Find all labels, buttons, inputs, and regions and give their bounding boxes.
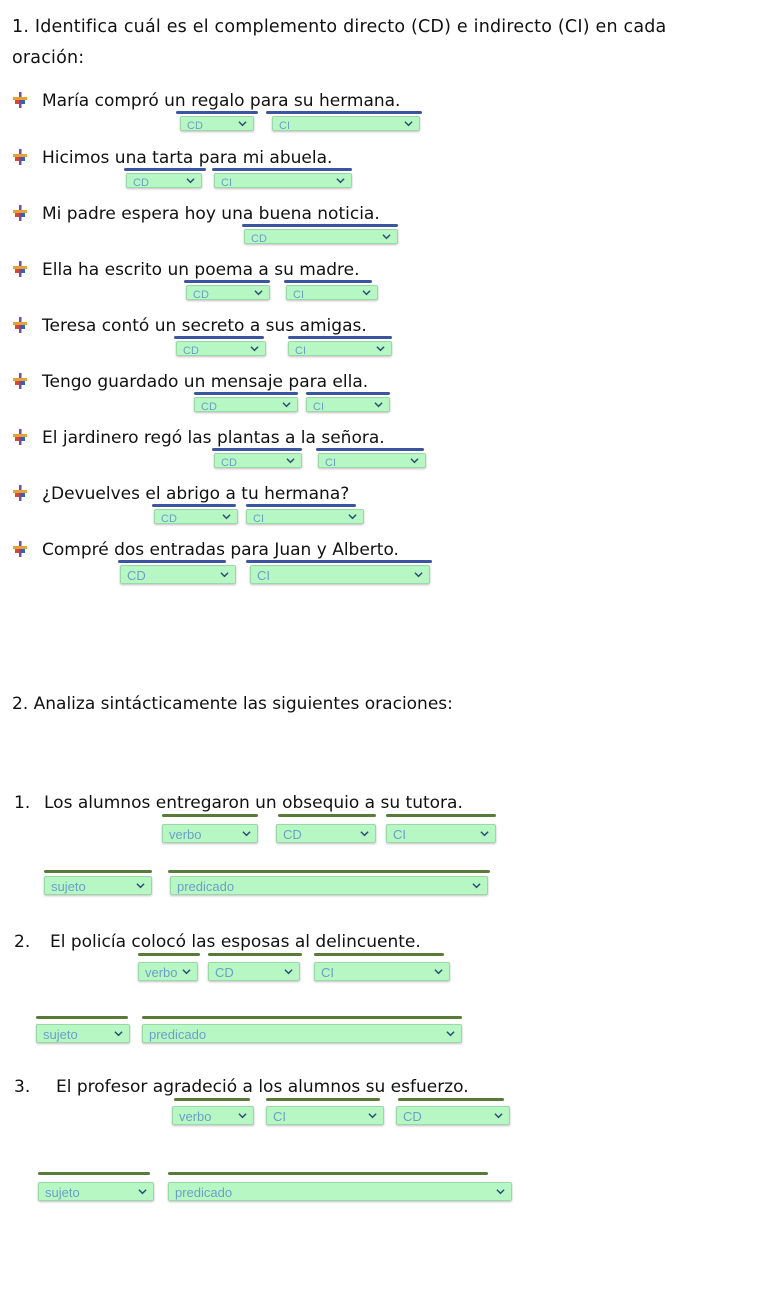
chevron-down-icon bbox=[282, 400, 291, 409]
dropdown-value: CI bbox=[321, 965, 334, 980]
dropdown-value: predicado bbox=[177, 879, 235, 894]
underline-mark bbox=[152, 504, 236, 507]
dropdown-value: CD bbox=[283, 827, 302, 842]
pushpin-bullet-icon bbox=[12, 260, 28, 278]
underline-mark bbox=[386, 814, 496, 817]
chevron-down-icon bbox=[222, 512, 231, 521]
dropdown-value: verbo bbox=[145, 965, 178, 980]
dropdown-value: CI bbox=[221, 177, 232, 188]
answer-dropdown-opt2[interactable] bbox=[306, 397, 390, 412]
exercise-1-title-line2: oración: bbox=[12, 48, 85, 68]
chevron-down-icon bbox=[374, 400, 383, 409]
chevron-down-icon bbox=[238, 1111, 247, 1120]
dropdown-value: CI bbox=[253, 513, 264, 524]
underline-mark bbox=[168, 1172, 488, 1175]
underline-mark bbox=[194, 392, 298, 395]
chevron-down-icon bbox=[336, 176, 345, 185]
underline-mark bbox=[212, 168, 352, 171]
sentence-text: El jardinero regó las plantas a la señora. bbox=[42, 428, 385, 448]
answer-dropdown-opt2[interactable] bbox=[246, 509, 364, 524]
underline-mark bbox=[176, 111, 258, 114]
dropdown-value: CI bbox=[313, 401, 324, 412]
underline-mark bbox=[398, 1098, 504, 1101]
dropdown-value: CI bbox=[325, 457, 336, 468]
dropdown-value: CD bbox=[251, 233, 267, 244]
dropdown-value: CI bbox=[257, 568, 270, 583]
analysis-dropdown-sel1[interactable] bbox=[138, 962, 198, 981]
chevron-down-icon bbox=[242, 829, 251, 838]
chevron-down-icon bbox=[434, 967, 443, 976]
exercise-1-title-line1: 1. Identifica cuál es el complemento directo (CD) e indirecto (CI) en cada bbox=[12, 17, 667, 37]
answer-dropdown-opt2[interactable] bbox=[318, 453, 426, 468]
underline-mark bbox=[124, 168, 206, 171]
answer-dropdown-opt1[interactable] bbox=[194, 397, 298, 412]
analysis-dropdown-sel2[interactable] bbox=[276, 824, 376, 843]
answer-dropdown-opt2[interactable] bbox=[250, 565, 430, 584]
chevron-down-icon bbox=[250, 344, 259, 353]
dropdown-value: CD bbox=[187, 120, 203, 131]
chevron-down-icon bbox=[286, 456, 295, 465]
chevron-down-icon bbox=[368, 1111, 377, 1120]
dropdown-value: CI bbox=[273, 1109, 286, 1124]
answer-dropdown-opt2[interactable] bbox=[288, 341, 392, 356]
dropdown-value: CD bbox=[127, 568, 146, 583]
analysis-dropdown-predicate[interactable] bbox=[170, 876, 488, 895]
exercise-2-title: 2. Analiza sintácticamente las siguientes oraciones: bbox=[12, 694, 453, 714]
sentence-text: Tengo guardado un mensaje para ella. bbox=[42, 372, 369, 392]
underline-mark bbox=[142, 1016, 462, 1019]
underline-mark bbox=[138, 953, 200, 956]
analysis-dropdown-sel3[interactable] bbox=[386, 824, 496, 843]
dropdown-value: CD bbox=[183, 345, 199, 356]
chevron-down-icon bbox=[138, 1187, 147, 1196]
sentence-text: El profesor agradeció a los alumnos su esfuerzo. bbox=[56, 1077, 469, 1097]
underline-mark bbox=[174, 336, 264, 339]
sentence-text: Mi padre espera hoy una buena noticia. bbox=[42, 204, 380, 224]
chevron-down-icon bbox=[362, 288, 371, 297]
answer-dropdown-opt1[interactable] bbox=[120, 565, 236, 584]
analysis-dropdown-predicate[interactable] bbox=[168, 1182, 512, 1201]
dropdown-value: CD bbox=[221, 457, 237, 468]
answer-dropdown-opt2[interactable] bbox=[286, 285, 378, 300]
underline-mark bbox=[184, 280, 270, 283]
dropdown-value: CD bbox=[201, 401, 217, 412]
dropdown-value: CD bbox=[161, 513, 177, 524]
underline-mark bbox=[306, 392, 390, 395]
underline-mark bbox=[38, 1172, 150, 1175]
dropdown-value: predicado bbox=[175, 1185, 233, 1200]
underline-mark bbox=[118, 560, 226, 563]
answer-dropdown-opt2[interactable] bbox=[214, 173, 352, 188]
chevron-down-icon bbox=[472, 881, 481, 890]
chevron-down-icon bbox=[496, 1187, 505, 1196]
underline-mark bbox=[246, 504, 356, 507]
dropdown-value: verbo bbox=[179, 1109, 212, 1124]
chevron-down-icon bbox=[480, 829, 489, 838]
dropdown-value: CI bbox=[293, 289, 304, 300]
pushpin-bullet-icon bbox=[12, 316, 28, 334]
dropdown-value: sujeto bbox=[51, 879, 86, 894]
chevron-down-icon bbox=[376, 344, 385, 353]
chevron-down-icon bbox=[182, 967, 191, 976]
answer-dropdown-opt1[interactable] bbox=[244, 229, 398, 244]
analysis-dropdown-sel3[interactable] bbox=[314, 962, 450, 981]
chevron-down-icon bbox=[220, 570, 229, 579]
analysis-dropdown-sel3[interactable] bbox=[396, 1106, 510, 1125]
answer-dropdown-opt1[interactable] bbox=[126, 173, 202, 188]
underline-mark bbox=[246, 560, 432, 563]
underline-mark bbox=[212, 448, 302, 451]
underline-mark bbox=[162, 814, 258, 817]
chevron-down-icon bbox=[410, 456, 419, 465]
chevron-down-icon bbox=[446, 1029, 455, 1038]
underline-mark bbox=[284, 280, 372, 283]
answer-dropdown-opt1[interactable] bbox=[214, 453, 302, 468]
underline-mark bbox=[208, 953, 302, 956]
dropdown-value: CD bbox=[215, 965, 234, 980]
sentence-text: Ella ha escrito un poema a su madre. bbox=[42, 260, 360, 280]
chevron-down-icon bbox=[284, 967, 293, 976]
answer-dropdown-opt1[interactable] bbox=[180, 116, 254, 131]
pushpin-bullet-icon bbox=[12, 540, 28, 558]
chevron-down-icon bbox=[114, 1029, 123, 1038]
sentence-text: Compré dos entradas para Juan y Alberto. bbox=[42, 540, 399, 560]
sentence-text: El policía colocó las esposas al delincuente. bbox=[50, 932, 421, 952]
dropdown-value: CD bbox=[193, 289, 209, 300]
chevron-down-icon bbox=[254, 288, 263, 297]
dropdown-value: verbo bbox=[169, 827, 202, 842]
analysis-dropdown-sel2[interactable] bbox=[208, 962, 300, 981]
chevron-down-icon bbox=[414, 570, 423, 579]
sentence-text: María compró un regalo para su hermana. bbox=[42, 91, 401, 111]
analysis-dropdown-sel2[interactable] bbox=[266, 1106, 384, 1125]
dropdown-value: CD bbox=[133, 177, 149, 188]
dropdown-value: predicado bbox=[149, 1027, 207, 1042]
item-number: 2. bbox=[14, 932, 31, 952]
chevron-down-icon bbox=[186, 176, 195, 185]
dropdown-value: sujeto bbox=[45, 1185, 80, 1200]
answer-dropdown-opt1[interactable] bbox=[186, 285, 270, 300]
analysis-dropdown-sel1[interactable] bbox=[172, 1106, 254, 1125]
analysis-dropdown-subject[interactable] bbox=[36, 1024, 130, 1043]
pushpin-bullet-icon bbox=[12, 428, 28, 446]
underline-mark bbox=[36, 1016, 128, 1019]
underline-mark bbox=[288, 336, 392, 339]
underline-mark bbox=[266, 1098, 380, 1101]
sentence-text: ¿Devuelves el abrigo a tu hermana? bbox=[42, 484, 350, 504]
chevron-down-icon bbox=[136, 881, 145, 890]
pushpin-bullet-icon bbox=[12, 484, 28, 502]
dropdown-value: CI bbox=[295, 345, 306, 356]
pushpin-bullet-icon bbox=[12, 204, 28, 222]
sentence-text: Teresa contó un secreto a sus amigas. bbox=[42, 316, 367, 336]
dropdown-value: sujeto bbox=[43, 1027, 78, 1042]
item-number: 1. bbox=[14, 793, 31, 813]
answer-dropdown-opt2[interactable] bbox=[272, 116, 420, 131]
chevron-down-icon bbox=[404, 119, 413, 128]
dropdown-value: CI bbox=[279, 120, 290, 131]
underline-mark bbox=[266, 111, 422, 114]
underline-mark bbox=[168, 870, 490, 873]
underline-mark bbox=[314, 953, 444, 956]
chevron-down-icon bbox=[382, 232, 391, 241]
underline-mark bbox=[44, 870, 152, 873]
item-number: 3. bbox=[14, 1077, 31, 1097]
analysis-dropdown-subject[interactable] bbox=[44, 876, 152, 895]
chevron-down-icon bbox=[360, 829, 369, 838]
underline-mark bbox=[316, 448, 424, 451]
sentence-text: Los alumnos entregaron un obsequio a su tutora. bbox=[44, 793, 463, 813]
chevron-down-icon bbox=[238, 119, 247, 128]
underline-mark bbox=[174, 1098, 250, 1101]
answer-dropdown-opt1[interactable] bbox=[154, 509, 238, 524]
analysis-dropdown-predicate[interactable] bbox=[142, 1024, 462, 1043]
analysis-dropdown-sel1[interactable] bbox=[162, 824, 258, 843]
pushpin-bullet-icon bbox=[12, 91, 28, 109]
dropdown-value: CD bbox=[403, 1109, 422, 1124]
sentence-text: Hicimos una tarta para mi abuela. bbox=[42, 148, 333, 168]
dropdown-value: CI bbox=[393, 827, 406, 842]
chevron-down-icon bbox=[348, 512, 357, 521]
pushpin-bullet-icon bbox=[12, 148, 28, 166]
answer-dropdown-opt1[interactable] bbox=[176, 341, 266, 356]
chevron-down-icon bbox=[494, 1111, 503, 1120]
analysis-dropdown-subject[interactable] bbox=[38, 1182, 154, 1201]
underline-mark bbox=[242, 224, 398, 227]
underline-mark bbox=[278, 814, 376, 817]
pushpin-bullet-icon bbox=[12, 372, 28, 390]
